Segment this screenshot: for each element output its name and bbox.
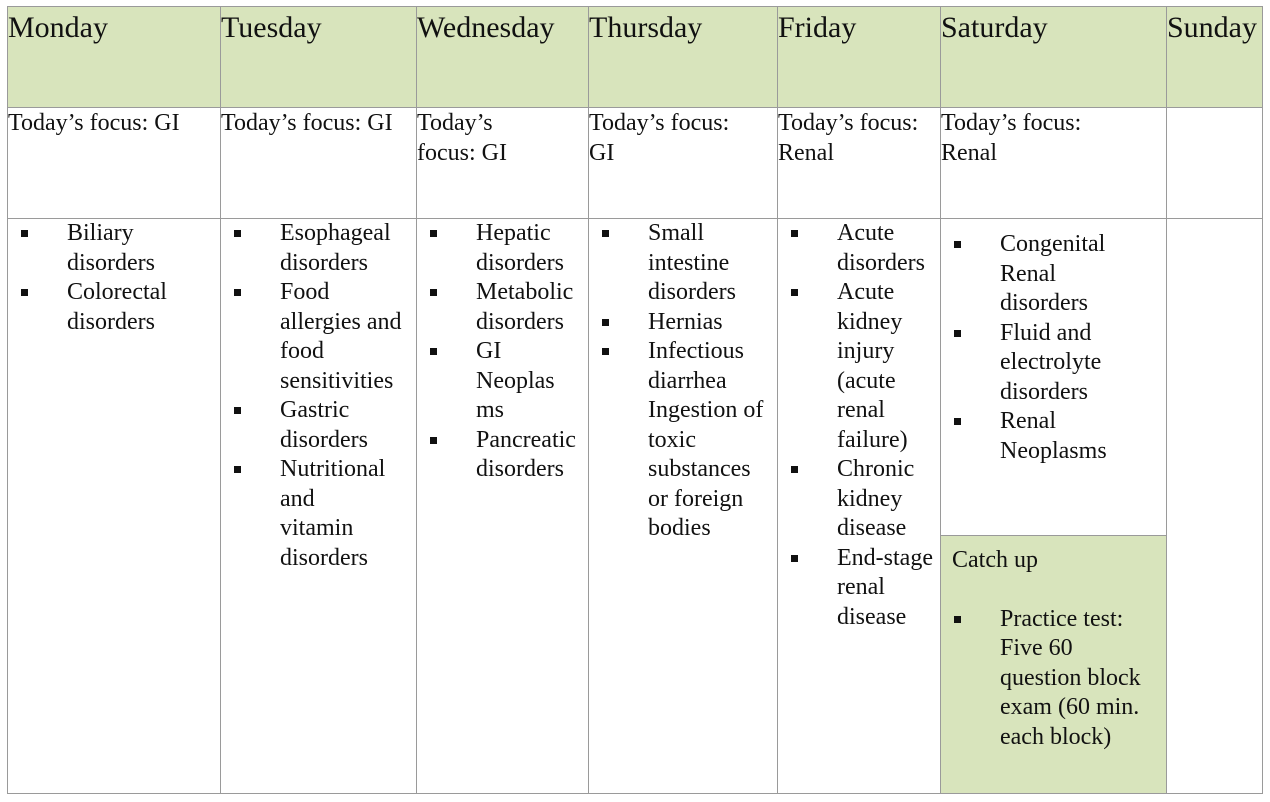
list-item: Infectious diarrhea Ingestion of toxic substances or foreign bodies [589,337,777,544]
catch-up-section [941,535,1166,793]
list-item: Colorectal disorders [8,278,220,337]
list-item: Practice test: Five 60 question block exam (60 min. each block) [941,605,1166,753]
topic-list [778,219,940,632]
list-item: Small intestine disorders [589,219,777,308]
day-header-sunday: Sunday [1167,7,1263,108]
focus-monday: Today’s focus: GI [8,108,221,219]
topics-tuesday [221,219,417,794]
list-item: Acute disorders [778,219,940,278]
list-item: Biliary disorders [8,219,220,278]
catch-up-title: Catch up [952,547,1038,573]
topic-list [417,219,588,485]
list-item: Renal Neoplasms [941,407,1166,466]
list-item: End-stage renal disease [778,544,940,633]
catch-up-list [941,605,1166,753]
topic-list [941,230,1166,466]
saturday-topics [941,219,1166,535]
bullet-icon [430,230,437,237]
topics-thursday [589,219,778,794]
topics-row [8,219,1263,794]
list-item: Congenital Renal disorders [941,230,1166,319]
bullet-icon [234,289,241,296]
day-header-thursday: Thursday [589,7,778,108]
topics-wednesday [417,219,589,794]
day-header-monday: Monday [8,7,221,108]
bullet-icon [954,616,961,623]
topic-list [8,219,220,337]
bullet-icon [234,466,241,473]
bullet-icon [602,230,609,237]
bullet-icon [430,348,437,355]
list-item: Metabolic disorders [417,278,588,337]
bullet-icon [21,289,28,296]
focus-wednesday: Today’s focus: GI [417,108,589,219]
topics-saturday [941,219,1167,794]
list-item: Acute kidney injury (acute renal failure) [778,278,940,455]
topics-monday [8,219,221,794]
header-row [8,7,1263,108]
topic-list [221,219,416,573]
list-item: Hepatic disorders [417,219,588,278]
focus-friday: Today’s focus: Renal [778,108,941,219]
list-item: Nutritional and vitamin disorders [221,455,416,573]
focus-sunday [1167,108,1263,219]
list-item: Food allergies and food sensitivities [221,278,416,396]
bullet-icon [602,348,609,355]
list-item: Esophageal disorders [221,219,416,278]
topic-list [589,219,777,544]
weekly-schedule-table [7,6,1263,794]
list-item: Fluid and electrolyte disorders [941,319,1166,408]
focus-saturday: Today’s focus: Renal [941,108,1167,219]
bullet-icon [954,418,961,425]
list-item: Hernias [589,308,777,338]
day-header-tuesday: Tuesday [221,7,417,108]
bullet-icon [954,241,961,248]
bullet-icon [791,466,798,473]
focus-row [8,108,1263,219]
focus-tuesday: Today’s focus: GI [221,108,417,219]
list-item: GI Neoplasms [417,337,588,426]
topics-sunday [1167,219,1263,794]
focus-thursday: Today’s focus: GI [589,108,778,219]
day-header-wednesday: Wednesday [417,7,589,108]
bullet-icon [234,407,241,414]
bullet-icon [21,230,28,237]
list-item: Gastric disorders [221,396,416,455]
list-item: Pancreatic disorders [417,426,588,485]
bullet-icon [954,330,961,337]
day-header-saturday: Saturday [941,7,1167,108]
list-item: Chronic kidney disease [778,455,940,544]
bullet-icon [602,319,609,326]
bullet-icon [234,230,241,237]
bullet-icon [791,289,798,296]
bullet-icon [791,555,798,562]
topics-friday [778,219,941,794]
bullet-icon [430,289,437,296]
day-header-friday: Friday [778,7,941,108]
bullet-icon [791,230,798,237]
bullet-icon [430,437,437,444]
